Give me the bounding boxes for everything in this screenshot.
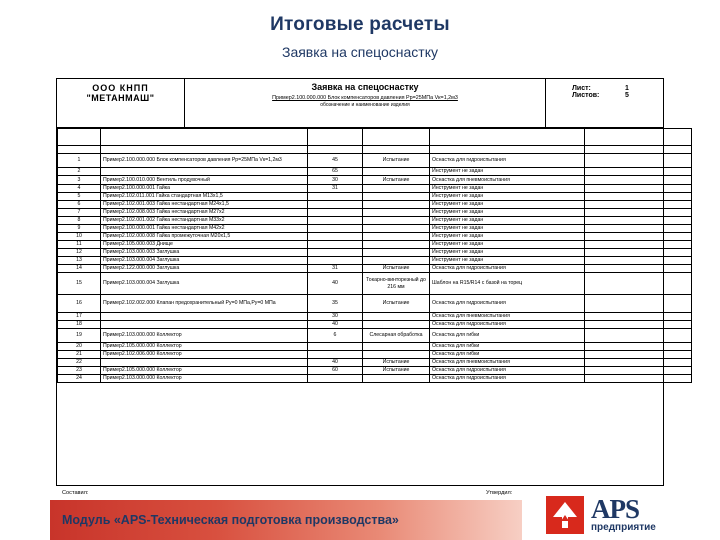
cell-equipment: Испытание <box>363 359 430 367</box>
document-title: Заявка на спецоснастку <box>311 82 419 92</box>
cell-purpose: Оснастка для гидроиспытания <box>430 367 585 375</box>
column-number-3 <box>308 146 363 154</box>
cell-purpose: Оснастка для гидроиспытания <box>430 265 585 273</box>
cell-control <box>585 154 692 168</box>
cell-part-name: Пример2.105.000.003 Днище <box>101 241 308 249</box>
cell-part-name: Пример2.100.010.000 Вентиль продувочный <box>101 176 308 185</box>
table-row[interactable] <box>58 193 692 201</box>
cell-part-name: Пример2.100.000.001 Гайка нестандартная М42х2 <box>101 225 308 233</box>
module-banner <box>50 500 522 540</box>
cell-equipment <box>363 201 430 209</box>
cell-number: 2 <box>58 168 101 176</box>
cell-equipment <box>363 257 430 265</box>
column-number-row <box>58 146 692 154</box>
column-number-6 <box>585 146 692 154</box>
cell-purpose: Инструмент не задан <box>430 249 585 257</box>
cell-equipment <box>363 249 430 257</box>
organization-line-2: "МЕТАНМАШ" <box>86 93 155 103</box>
table-row[interactable] <box>58 351 692 359</box>
cell-operation <box>308 233 363 241</box>
cell-equipment <box>363 233 430 241</box>
cell-number: 18 <box>58 321 101 329</box>
cell-operation <box>308 375 363 383</box>
cell-operation: 31 <box>308 265 363 273</box>
cell-part-name: Пример2.103.000.000 Коллектор <box>101 329 308 343</box>
cell-number: 15 <box>58 273 101 295</box>
cell-part-name: Пример2.122.000.000 Заглушка <box>101 265 308 273</box>
page-title: Итоговые расчеты <box>270 14 450 35</box>
cell-number: 21 <box>58 351 101 359</box>
table-row[interactable] <box>58 367 692 375</box>
cell-number: 23 <box>58 367 101 375</box>
cell-control <box>585 375 692 383</box>
document-header <box>57 79 663 128</box>
table-row[interactable] <box>58 321 692 329</box>
cell-purpose: Инструмент не задан <box>430 193 585 201</box>
cell-operation: 30 <box>308 176 363 185</box>
cell-equipment <box>363 209 430 217</box>
cell-equipment <box>363 321 430 329</box>
column-header-purpose <box>430 129 585 146</box>
table-row[interactable] <box>58 257 692 265</box>
cell-number: 5 <box>58 193 101 201</box>
cell-control <box>585 295 692 313</box>
module-banner-text: Модуль «APS-Техническая подготовка производства» <box>62 513 399 527</box>
cell-purpose: Инструмент не задан <box>430 185 585 193</box>
cell-equipment <box>363 193 430 201</box>
table-row[interactable] <box>58 233 692 241</box>
cell-equipment <box>363 225 430 233</box>
table-row[interactable] <box>58 168 692 176</box>
cell-operation <box>308 209 363 217</box>
cell-purpose: Инструмент не задан <box>430 217 585 225</box>
cell-part-name: Пример2.102.011.001 Гайка стандартная М13х1,5 <box>101 193 308 201</box>
cell-equipment <box>363 217 430 225</box>
aps-logo-text <box>591 493 656 534</box>
cell-part-name: Пример2.103.000.003 Заглушка <box>101 249 308 257</box>
cell-part-name <box>101 359 308 367</box>
cell-part-name: Пример2.100.000.001 Гайка <box>101 185 308 193</box>
column-header-equipment <box>363 129 430 146</box>
sheet-counter-block <box>545 79 663 127</box>
aps-arrow-icon <box>546 496 584 534</box>
cell-operation: 35 <box>308 295 363 313</box>
cell-equipment <box>363 185 430 193</box>
cell-equipment <box>363 313 430 321</box>
cell-operation <box>308 249 363 257</box>
cell-control <box>585 168 692 176</box>
cell-number: 9 <box>58 225 101 233</box>
cell-equipment: Испытание <box>363 176 430 185</box>
aps-tagline: предприятие <box>591 522 656 534</box>
page-subtitle: Заявка на спецоснастку <box>281 44 438 60</box>
cell-part-name: Пример2.102.002.000 Клапан предохранительный Ру=0 МПа,Ру=0 МПа <box>101 295 308 313</box>
cell-control <box>585 193 692 201</box>
cell-number: 4 <box>58 185 101 193</box>
cell-number: 6 <box>58 201 101 209</box>
cell-equipment <box>363 241 430 249</box>
product-designation: Пример2.100.000.000 Блок компенсаторов давления Рр=25МПа Vк=1,2м3 <box>272 95 458 101</box>
cell-part-name: Пример2.100.000.000 Блок компенсаторов давления Рр=25МПа Vк=1,2м3 <box>101 154 308 168</box>
cell-control <box>585 273 692 295</box>
cell-control <box>585 367 692 375</box>
column-header-operation <box>308 129 363 146</box>
sheet-row <box>572 85 663 92</box>
cell-operation <box>308 351 363 359</box>
cell-part-name: Пример2.105.000.000 Коллектор <box>101 343 308 351</box>
cell-operation <box>308 225 363 233</box>
cell-control <box>585 359 692 367</box>
cell-operation: 45 <box>308 154 363 168</box>
cell-control <box>585 351 692 359</box>
cell-control <box>585 217 692 225</box>
cell-control <box>585 343 692 351</box>
table-row[interactable] <box>58 375 692 383</box>
cell-control <box>585 241 692 249</box>
cell-equipment <box>363 343 430 351</box>
cell-control <box>585 209 692 217</box>
cell-part-name: Пример2.102.008.003 Гайка нестандартная М27х2 <box>101 209 308 217</box>
table-row[interactable] <box>58 359 692 367</box>
table-row[interactable] <box>58 225 692 233</box>
cell-operation: 31 <box>308 185 363 193</box>
cell-purpose: Инструмент не задан <box>430 209 585 217</box>
table-row[interactable] <box>58 217 692 225</box>
document-title-block <box>185 79 545 127</box>
cell-number: 19 <box>58 329 101 343</box>
cell-control <box>585 313 692 321</box>
cell-number: 11 <box>58 241 101 249</box>
table-row[interactable] <box>58 176 692 185</box>
cell-purpose: Инструмент не задан <box>430 201 585 209</box>
cell-equipment <box>363 351 430 359</box>
product-designation-caption: обозначение и наименование изделия <box>320 102 410 108</box>
document-sheet <box>56 78 664 486</box>
sheet-value: 1 <box>625 85 629 92</box>
cell-purpose: Оснастка для пневмоиспытания <box>430 176 585 185</box>
cell-number: 22 <box>58 359 101 367</box>
signature-composed-by: Составил: <box>62 490 89 496</box>
table-row[interactable] <box>58 209 692 217</box>
column-number-2 <box>101 146 308 154</box>
cell-number: 8 <box>58 217 101 225</box>
cell-purpose: Оснастка для гидроиспытания <box>430 321 585 329</box>
column-header-part <box>101 129 308 146</box>
cell-equipment: Токарно-винторезный до 216 мм <box>363 273 430 295</box>
cell-control <box>585 225 692 233</box>
signature-approved-by: Утвердил: <box>486 490 513 496</box>
table-row[interactable] <box>58 265 692 273</box>
cell-part-name: Пример2.103.000.004 Заглушка <box>101 273 308 295</box>
cell-purpose: Инструмент не задан <box>430 168 585 176</box>
cell-part-name: Пример2.105.000.000 Коллектор <box>101 367 308 375</box>
cell-purpose: Инструмент не задан <box>430 233 585 241</box>
table-header <box>58 129 692 154</box>
cell-number: 20 <box>58 343 101 351</box>
cell-equipment: Испытание <box>363 367 430 375</box>
sheets-label: Листов: <box>572 92 600 99</box>
organization-block <box>57 79 185 127</box>
cell-part-name: Пример2.102.001.003 Гайка нестандартная М24х1,5 <box>101 201 308 209</box>
cell-equipment: Слесарная обработка <box>363 329 430 343</box>
column-number-1 <box>58 146 101 154</box>
table-row[interactable] <box>58 249 692 257</box>
cell-number: 16 <box>58 295 101 313</box>
cell-purpose: Инструмент не задан <box>430 241 585 249</box>
cell-equipment: Испытание <box>363 295 430 313</box>
cell-operation: 40 <box>308 359 363 367</box>
cell-number: 10 <box>58 233 101 241</box>
cell-control <box>585 176 692 185</box>
cell-operation <box>308 257 363 265</box>
cell-purpose: Оснастка для пневмоиспытания <box>430 359 585 367</box>
aps-wordmark: APS <box>591 493 640 524</box>
cell-number: 12 <box>58 249 101 257</box>
cell-purpose: Шаблон на R15/R14 с базой на торец <box>430 273 585 295</box>
cell-purpose: Оснастка для гидроиспытания <box>430 154 585 168</box>
cell-number: 17 <box>58 313 101 321</box>
table-row[interactable] <box>58 343 692 351</box>
table-body <box>58 154 692 383</box>
organization-line-1: ООО КНПП <box>92 83 149 93</box>
cell-control <box>585 329 692 343</box>
cell-purpose: Оснастка для гидроиспытания <box>430 295 585 313</box>
table-row[interactable] <box>58 329 692 343</box>
cell-purpose: Инструмент не задан <box>430 257 585 265</box>
cell-operation <box>308 343 363 351</box>
aps-logo <box>546 494 706 536</box>
table-header-row <box>58 129 692 146</box>
cell-purpose: Оснастка для гибки <box>430 329 585 343</box>
sheets-total-row <box>572 92 663 99</box>
cell-part-name: Пример2.102.001.002 Гайка нестандартная М33х2 <box>101 217 308 225</box>
table-row[interactable] <box>58 241 692 249</box>
table-row[interactable] <box>58 273 692 295</box>
column-header-control <box>585 129 692 146</box>
cell-purpose: Оснастка для пневмоиспытания <box>430 313 585 321</box>
cell-equipment <box>363 375 430 383</box>
cell-equipment: Испытание <box>363 154 430 168</box>
cell-purpose: Оснастка для гибки <box>430 351 585 359</box>
spec-tooling-table <box>57 128 692 383</box>
cell-operation: 30 <box>308 313 363 321</box>
cell-number: 14 <box>58 265 101 273</box>
cell-control <box>585 185 692 193</box>
cell-operation: 40 <box>308 273 363 295</box>
cell-equipment <box>363 168 430 176</box>
cell-number: 3 <box>58 176 101 185</box>
cell-operation <box>308 217 363 225</box>
cell-part-name: Пример2.103.000.004 Заглушка <box>101 257 308 265</box>
cell-number: 24 <box>58 375 101 383</box>
column-header-number <box>58 129 101 146</box>
column-number-5 <box>430 146 585 154</box>
cell-part-name <box>101 168 308 176</box>
cell-number: 7 <box>58 209 101 217</box>
cell-control <box>585 249 692 257</box>
cell-purpose: Инструмент не задан <box>430 225 585 233</box>
cell-operation: 40 <box>308 321 363 329</box>
cell-purpose: Оснастка для гидроиспытания <box>430 375 585 383</box>
table-row[interactable] <box>58 295 692 313</box>
table-row[interactable] <box>58 313 692 321</box>
cell-control <box>585 257 692 265</box>
cell-part-name <box>101 313 308 321</box>
table-row[interactable] <box>58 185 692 193</box>
sheets-value: 5 <box>625 92 629 99</box>
cell-part-name: Пример2.102.000.008 Гайка промежуточная М20х1,5 <box>101 233 308 241</box>
cell-operation <box>308 241 363 249</box>
cell-operation: 65 <box>308 168 363 176</box>
cell-operation <box>308 193 363 201</box>
cell-number: 1 <box>58 154 101 168</box>
sheet-label: Лист: <box>572 85 591 92</box>
cell-control <box>585 265 692 273</box>
cell-part-name <box>101 321 308 329</box>
column-number-4 <box>363 146 430 154</box>
cell-purpose: Оснастка для гибки <box>430 343 585 351</box>
cell-control <box>585 201 692 209</box>
cell-operation <box>308 201 363 209</box>
cell-equipment: Испытание <box>363 265 430 273</box>
cell-operation: 6 <box>308 329 363 343</box>
cell-part-name: Пример2.103.000.000 Коллектор <box>101 375 308 383</box>
cell-operation: 60 <box>308 367 363 375</box>
table-row[interactable] <box>58 154 692 168</box>
cell-control <box>585 233 692 241</box>
cell-number: 13 <box>58 257 101 265</box>
cell-control <box>585 321 692 329</box>
cell-part-name: Пример2.102.006.000 Коллектор <box>101 351 308 359</box>
table-row[interactable] <box>58 201 692 209</box>
